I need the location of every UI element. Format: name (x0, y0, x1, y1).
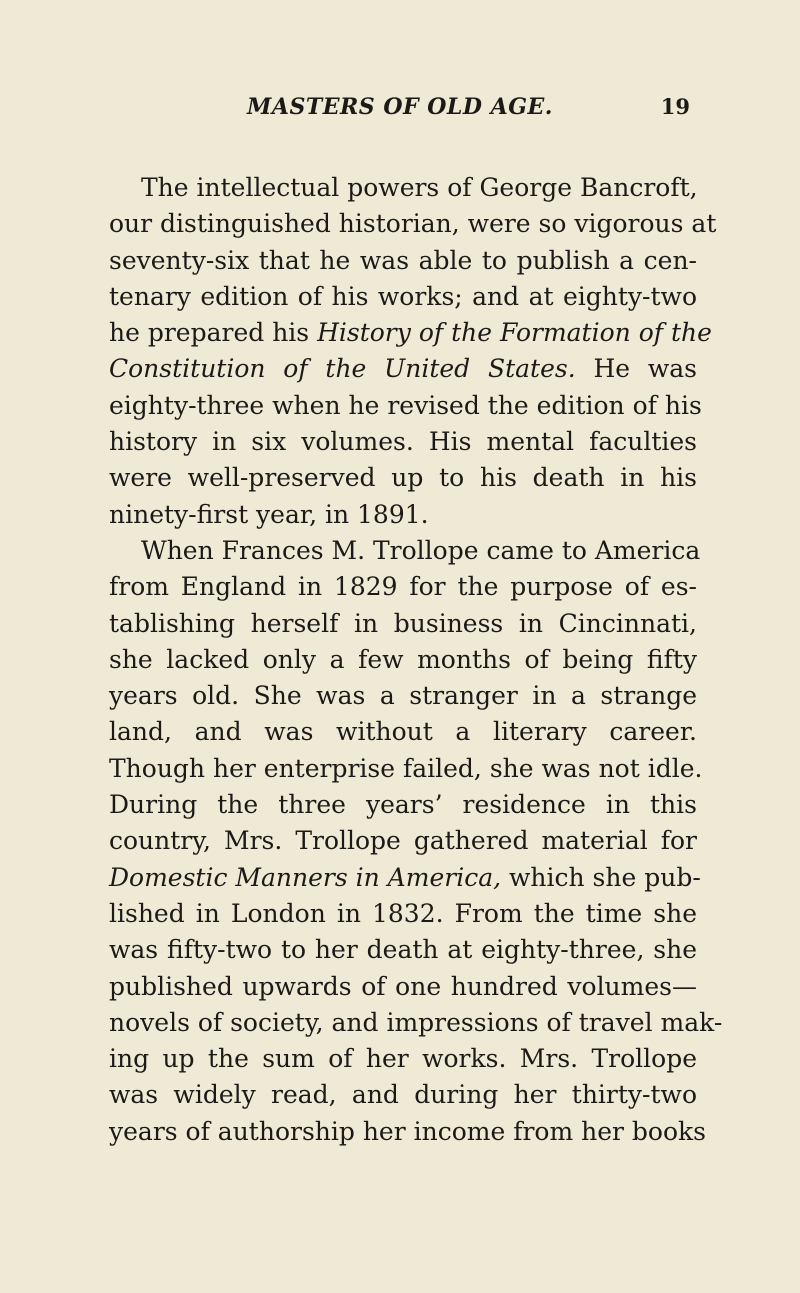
text-line (109, 751, 703, 787)
text-line (109, 569, 697, 605)
text-segment: The intellectual powers of George Bancroft, (141, 173, 698, 202)
text-segment: our distinguished historian, were so vigorous at (109, 209, 717, 239)
text-segment: published upwards of one hundred volumes— (109, 971, 697, 1001)
text-line (109, 642, 697, 678)
text-segment: he prepared his (109, 318, 318, 348)
text-segment: Though her enterprise failed, she was not idle. (109, 753, 703, 783)
text-line (109, 170, 697, 206)
page-header (110, 91, 690, 123)
text-segment: He was (575, 354, 698, 384)
text-segment: ninety-first year, in 1891. (109, 499, 429, 529)
text-line (109, 315, 712, 351)
text-segment: was fifty-two to her death at eighty-three, she (109, 935, 697, 965)
text-segment: seventy-six that he was able to publish a cen- (109, 245, 697, 275)
text-segment: lished in London in 1832. From the time she (109, 898, 697, 928)
text-segment: eighty-three when he revised the edition of his (109, 390, 702, 420)
running-head: MASTERS OF OLD AGE. (247, 94, 553, 120)
text-line (109, 533, 701, 569)
text-line (109, 823, 697, 859)
text-segment: she lacked only a few months of being fifty (109, 644, 697, 674)
text-segment: history in six volumes. His mental faculties (109, 427, 697, 457)
text-segment: During the three years’ residence in this (109, 790, 697, 820)
text-segment: from England in 1829 for the purpose of es- (109, 572, 697, 602)
text-line (109, 1114, 707, 1150)
page-number: 19 (660, 94, 690, 119)
text-line (109, 243, 697, 279)
text-segment: which she pub- (501, 862, 701, 892)
text-line (109, 279, 697, 315)
text-segment: land, and was without a literary career. (109, 717, 697, 747)
text-segment: country, Mrs. Trollope gathered material for (109, 826, 697, 856)
text-line (109, 932, 697, 968)
text-line (109, 1077, 697, 1113)
text-segment: years of authorship her income from her books (109, 1116, 707, 1146)
text-line (109, 606, 697, 642)
text-segment: years old. She was a stranger in a strange (109, 681, 697, 711)
text-line (109, 351, 697, 387)
text-line (109, 206, 717, 242)
body-text (109, 170, 723, 1150)
text-segment: tablishing herself in business in Cincinnati, (109, 608, 697, 638)
italic-title: Domestic Manners in America, (109, 862, 502, 892)
text-line (109, 1041, 697, 1077)
text-segment: was widely read, and during her thirty-two (109, 1080, 697, 1110)
italic-title: History of the Formation of the (317, 318, 712, 348)
text-segment: novels of society, and impressions of travel mak- (109, 1007, 723, 1037)
text-line (109, 388, 702, 424)
text-line (109, 678, 697, 714)
text-segment: When Frances M. Trollope came to America (141, 535, 701, 565)
text-segment: were well-preserved up to his death in his (109, 463, 697, 493)
text-line (109, 460, 697, 496)
text-line (109, 896, 697, 932)
text-line (109, 1005, 723, 1041)
text-segment: tenary edition of his works; and at eighty-two (109, 281, 697, 311)
text-line (109, 787, 697, 823)
italic-title: Constitution of the United States. (109, 354, 576, 384)
text-segment: ing up the sum of her works. Mrs. Trollope (109, 1044, 697, 1074)
text-line (109, 714, 697, 750)
text-line (109, 860, 701, 896)
text-line (109, 497, 697, 533)
text-line (109, 424, 697, 460)
text-line (109, 969, 697, 1005)
